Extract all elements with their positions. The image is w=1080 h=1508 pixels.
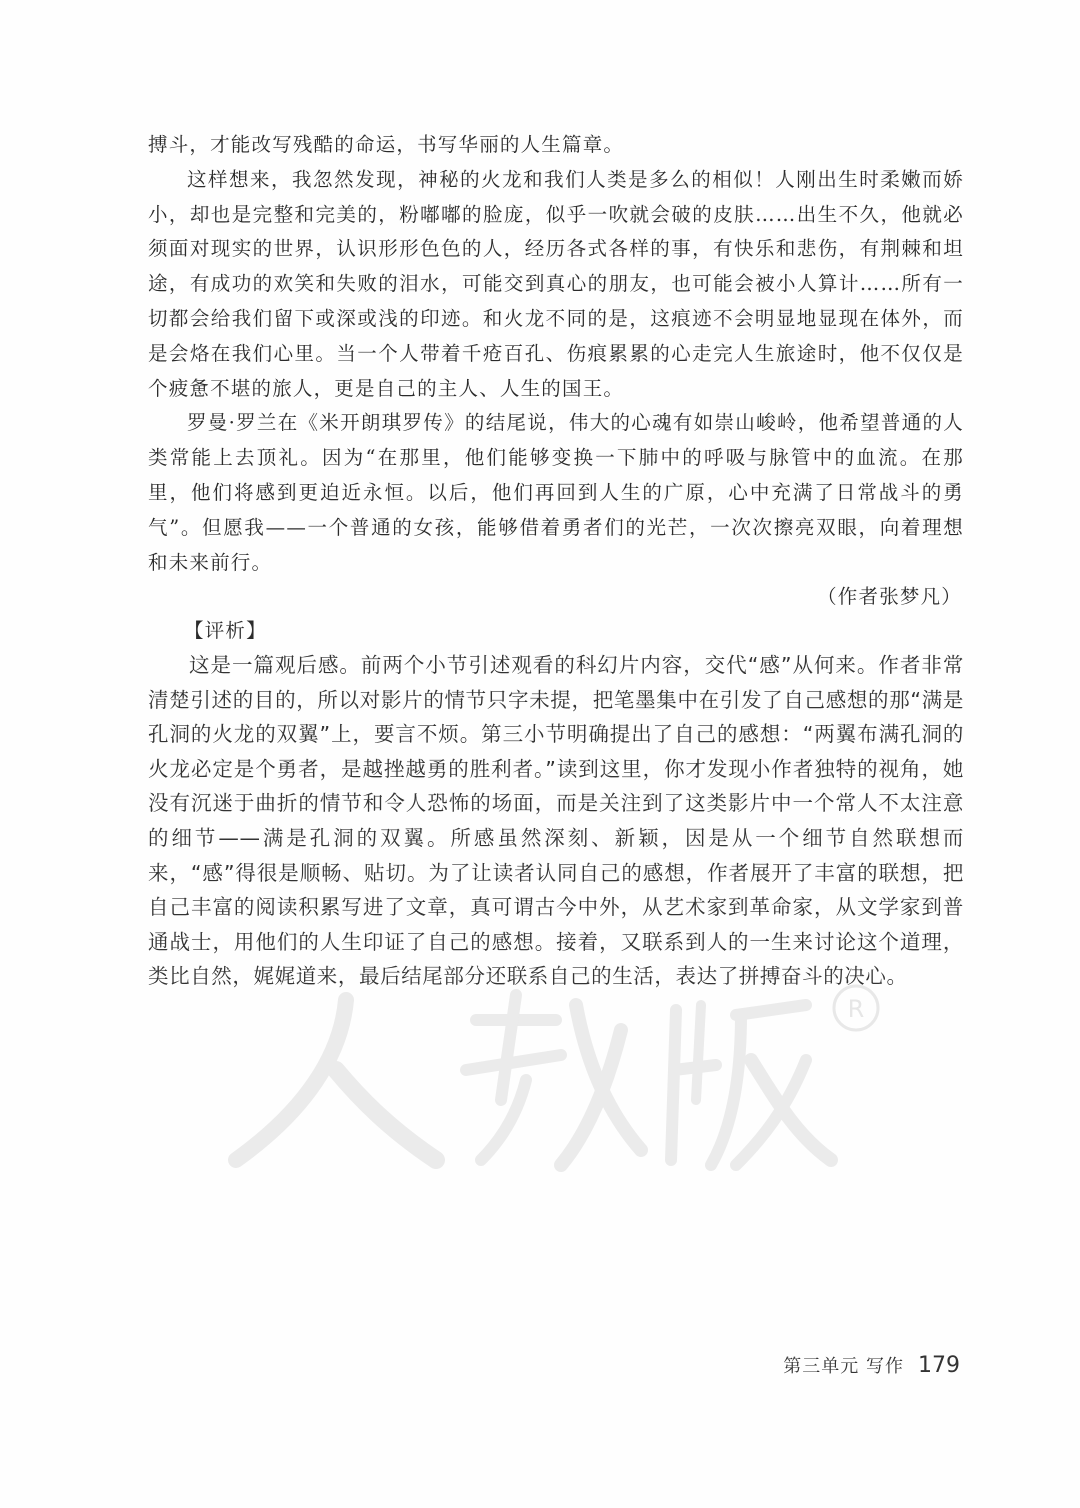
page-footer	[783, 1352, 960, 1382]
commentary-body: 这是一篇观后感。前两个小节引述观看的科幻片内容，交代“感”从何来。作者非常清楚引述的目的，所以对影片的情节只字未提，把笔墨集中在引发了自己感想的那“满是孔洞的火龙的双翼”上，要言不烦。第三小节明确提出了自己的感想：“两翼布满孔洞的火龙必定是个勇者，是越挫越勇的胜利者。”读到这里，你才发现小作者独特的视角，她没有沉迷于曲折的情节和令人恐怖的场面，而是关注到了这类影片中一个常人不太注意的细节——满是孔洞的双翼。所感虽然深刻、新颖，因是从一个细节自然联想而来，“感”得很是顺畅、贴切。为了让读者认同自己的感想，作者展开了丰富的联想，把自己丰富的阅读积累写进了文章，真可谓古今中外，从艺术家到革命家，从文学家到普通战士，用他们的人生印证了自己的感想。接着，又联系到人的一生来讨论这个道理，类比自然，娓娓道来，最后结尾部分还联系自己的生活，表达了拼搏奋斗的决心。	[148, 653, 964, 989]
essay-paragraph-3: 罗曼·罗兰在《米开朗琪罗传》的结尾说，伟大的心魂有如崇山峻岭，他希望普通的人类常能上去顶礼。因为“在那里，他们能够变换一下肺中的呼吸与脉管中的血流。在那里，他们将感到更迫近永恒。以后，他们再回到人生的广原，心中充满了日常战斗的勇气”。但愿我——一个普通的女孩，能够借着勇者们的光芒，一次次擦亮双眼，向着理想和未来前行。	[148, 411, 964, 574]
commentary-heading: 【评析】	[184, 619, 267, 642]
essay-paragraph-2: 这样想来，我忽然发现，神秘的火龙和我们人类是多么的相似！人刚出生时柔嫩而娇小，却也是完整和完美的，粉嘟嘟的脸庞，似乎一吹就会破的皮肤……出生不久，他就必须面对现实的世界，认识形形色色的人，经历各式各样的事，有快乐和悲伤，有荆棘和坦途，有成功的欢笑和失败的泪水，可能交到真心的朋友，也可能会被小人算计……所有一切都会给我们留下或深或浅的印迹。和火龙不同的是，这痕迹不会明显地显现在体外，而是会烙在我们心里。当一个人带着千疮百孔、伤痕累累的心走完人生旅途时，他不仅仅是个疲惫不堪的旅人，更是自己的主人、人生的国王。	[148, 167, 964, 400]
essay-text	[148, 128, 964, 580]
unit-section-label: 第三单元 写作	[783, 1356, 904, 1377]
essay-paragraph-1: 搏斗，才能改写残酷的命运，书写华丽的人生篇章。	[148, 133, 625, 156]
author-credit: （作者张梦凡）	[817, 585, 962, 608]
publisher-watermark	[196, 960, 896, 1190]
svg-text:R: R	[847, 995, 865, 1023]
page-number: 179	[918, 1353, 960, 1378]
